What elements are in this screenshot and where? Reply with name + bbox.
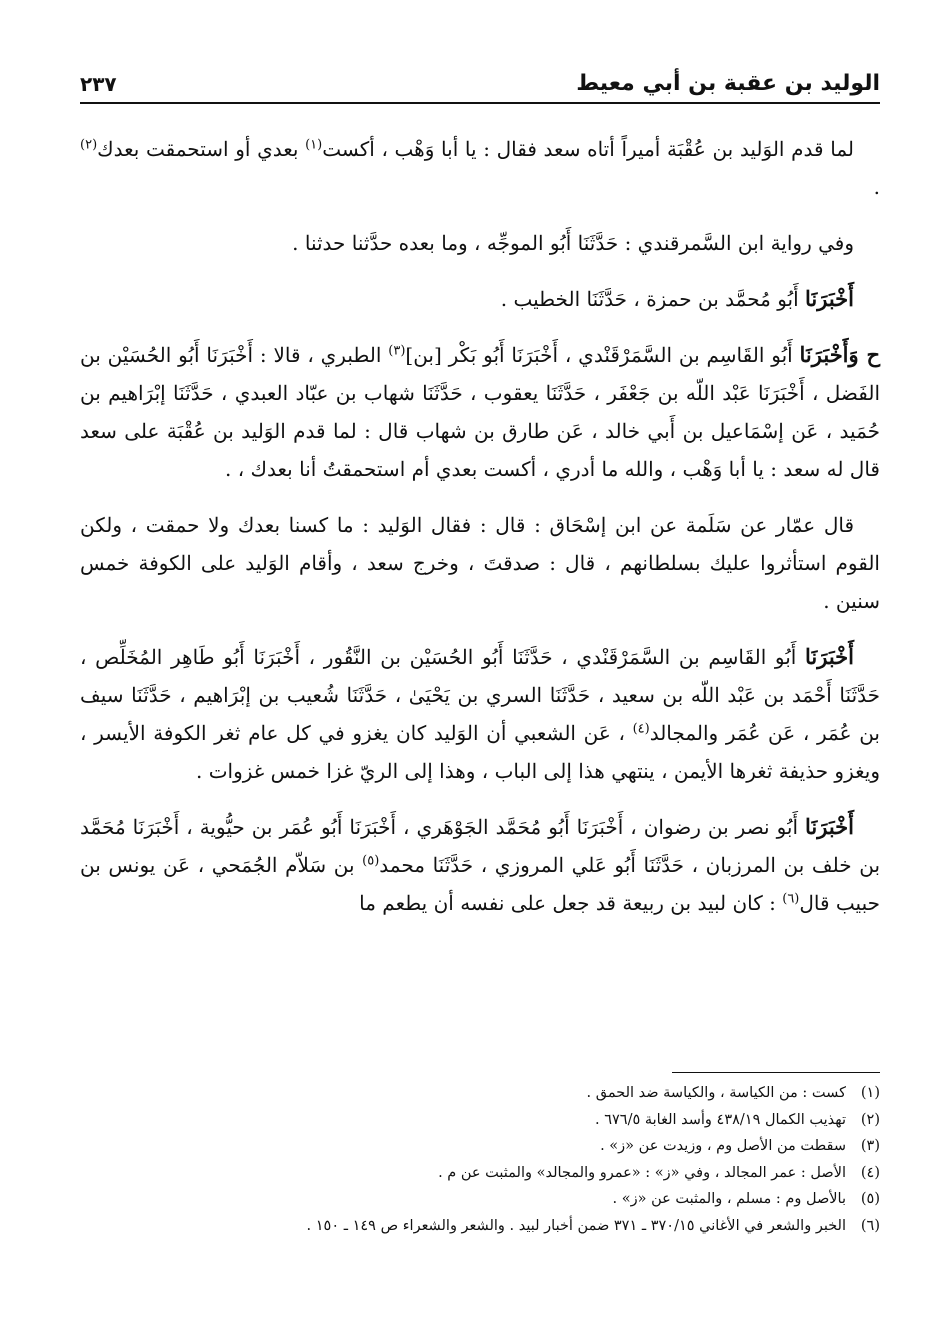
paragraph-text: وفي رواية ابن السَّمرقندي : حَدَّثَنَا أَبُو الموجِّه ، وما بعده حدَّثنا حدثنا .	[292, 231, 854, 255]
footnote-number: (٦)	[860, 1217, 880, 1234]
paragraph-6	[80, 638, 880, 790]
paragraph-text-cont: بن سَلاّم الجُمَحي ، عَن يونس بن حبيب قال	[80, 853, 880, 915]
footnote-ref: (٤)	[632, 721, 650, 737]
paragraph-5	[80, 506, 880, 620]
paragraph-text: أَبُو مُحمَّد بن حمزة ، حَدَّثَنَا الخطيب .	[500, 287, 806, 311]
footnote	[80, 1213, 880, 1240]
footnote-number: (٢)	[860, 1111, 880, 1128]
running-title: الوليد بن عقبة بن أبي معيط	[576, 71, 880, 96]
paragraph-text: أَبُو القَاسِم بن السَّمَرْقَنْدي ، أَخْبَرَنَا أَبُو بَكْر [بن]	[405, 343, 800, 367]
footnote-ref: (٥)	[362, 853, 380, 869]
footnote	[80, 1133, 880, 1160]
footnote	[80, 1107, 880, 1134]
paragraph-text: قال عمّار عن سَلَمة عن ابن إسْحَاق : قال : فقال الوَليد : ما كسنا بعدك ولا حمقت ، ولكن القوم استأثروا عليك بسلطانهم ، قال : صدقتَ ، وخرج سعد ، وأقام الوَليد على الكوفة خمس سنين .	[80, 513, 880, 613]
footnote-ref: (١)	[305, 137, 323, 153]
footnote	[80, 1160, 880, 1187]
paragraph-1	[80, 130, 880, 206]
paragraph-text-cont: ، عَن الشعبي أن الوَليد كان يغزو في كل عام ثغر الكوفة الأيسر ، ويغزو حذيفة ثغرها الأيمن ، ينتهي هذا إلى الباب ، وهذا إلى الريّ غزا خمس غزوات .	[80, 721, 880, 783]
footnote-ref: (٢)	[80, 137, 98, 153]
paragraph-text: لما قدم الوَليد بن عُقْبَة أميراً أتاه سعد فقال : يا أبا وَهْب ، أكست	[322, 137, 854, 161]
paragraph-4	[80, 336, 880, 488]
paragraph-lead: ح وَأَخْبَرَنَا	[799, 342, 880, 367]
paragraph-text: أَبُو نصر بن رضوان ، أَخْبَرَنَا أَبُو مُحَمَّد الجَوْهَري ، أَخْبَرَنَا أَبُو عُمَر بن حيُّوية ، أَخْبَرَنَا مُحَمَّد بن خلف بن المرزبان ، حَدَّثَنَا أَبُو عَلي المروزي ، حَدَّثَنَا محمد	[80, 815, 881, 877]
paragraph-text-end: : كان لبيد بن ربيعة قد جعل على نفسه أن يطعم ما	[359, 891, 783, 915]
footnote-text: بالأصل وم : مسلم ، والمثبت عن «ز» .	[612, 1191, 846, 1207]
footnote	[80, 1186, 880, 1213]
footnote-text: الخبر والشعر في الأغاني ٣٧٠/١٥ ـ ٣٧١ ضمن أخبار لبيد . والشعر والشعراء ص ١٤٩ ـ ١٥٠ .	[306, 1217, 846, 1234]
paragraph-7	[80, 808, 880, 922]
paragraph-text-cont: بعدي أو استحمقت بعدك	[97, 137, 306, 161]
paragraph-lead: أَخْبَرَنَا	[805, 644, 854, 669]
footnote-ref: (٦)	[782, 891, 800, 907]
footnotes-divider	[672, 1072, 880, 1073]
footnote-text: الأصل : عمر المجالد ، وفي «ز» : «عمرو والمجالد» والمثبت عن م .	[438, 1164, 846, 1181]
paragraph-text-end: .	[873, 175, 880, 199]
paragraph-3	[80, 280, 880, 318]
footnote-ref: (٣)	[388, 343, 406, 359]
footnote-text: سقطت من الأصل وم ، وزيدت عن «ز» .	[600, 1138, 846, 1154]
footnote-number: (٤)	[860, 1164, 880, 1181]
paragraph-2	[80, 224, 880, 262]
footnote	[80, 1080, 880, 1107]
footnote-number: (٣)	[860, 1138, 880, 1154]
page-header	[80, 52, 880, 104]
paragraph-lead: أَخْبَرَنَا	[805, 814, 854, 839]
footnotes	[80, 1080, 880, 1239]
paragraph-text: أَبُو القَاسِم بن السَّمَرْقَنْدي ، حَدَّثَنَا أَبُو الحُسَيْن بن النَّقُور ، أَخْبَرَنَا أَبُو طَاهِر المُخَلِّص ، حَدَّثَنَا أَحْمَد بن عَبْد اللّه بن سعيد ، حَدَّثَنَا السري بن يَحْيَىٰ ، حَدَّثَنَا شُعيب بن إبْرَاهيم ، حَدَّثَنَا سيف بن عُمَر ، عَن عُمَر والمجالد	[80, 645, 880, 745]
paragraph-text-cont: الطبري ، قالا : أَخْبَرَنَا أَبُو الحُسَيْن بن الفَضل ، أَخْبَرَنَا عَبْد اللّه بن جَعْفَر ، حَدَّثَنَا يعقوب ، حَدَّثَنَا شهاب بن عبّاد العبدي ، حَدَّثَنَا إبْرَاهيم بن حُمَيد ، عَن إسْمَاعيل بن أَبي خالد ، عَن طارق بن شهاب قال : لما قدم الوَليد بن عُقْبَة على سعد قال له سعد : يا أبا وَهْب ، والله ما أدري ، أكست بعدي أم استحمقتُ أنا بعدك ، .	[80, 343, 881, 481]
main-text	[80, 130, 880, 940]
footnote-number: (١)	[860, 1085, 880, 1101]
paragraph-lead: أَخْبَرَنَا	[805, 286, 854, 311]
footnote-number: (٥)	[860, 1191, 880, 1207]
page-number: ٢٣٧	[80, 72, 117, 96]
footnote-text: تهذيب الكمال ٤٣٨/١٩ وأسد الغابة ٦٧٦/٥ .	[594, 1111, 846, 1128]
footnote-text: كست : من الكياسة ، والكياسة ضد الحمق .	[586, 1085, 846, 1101]
